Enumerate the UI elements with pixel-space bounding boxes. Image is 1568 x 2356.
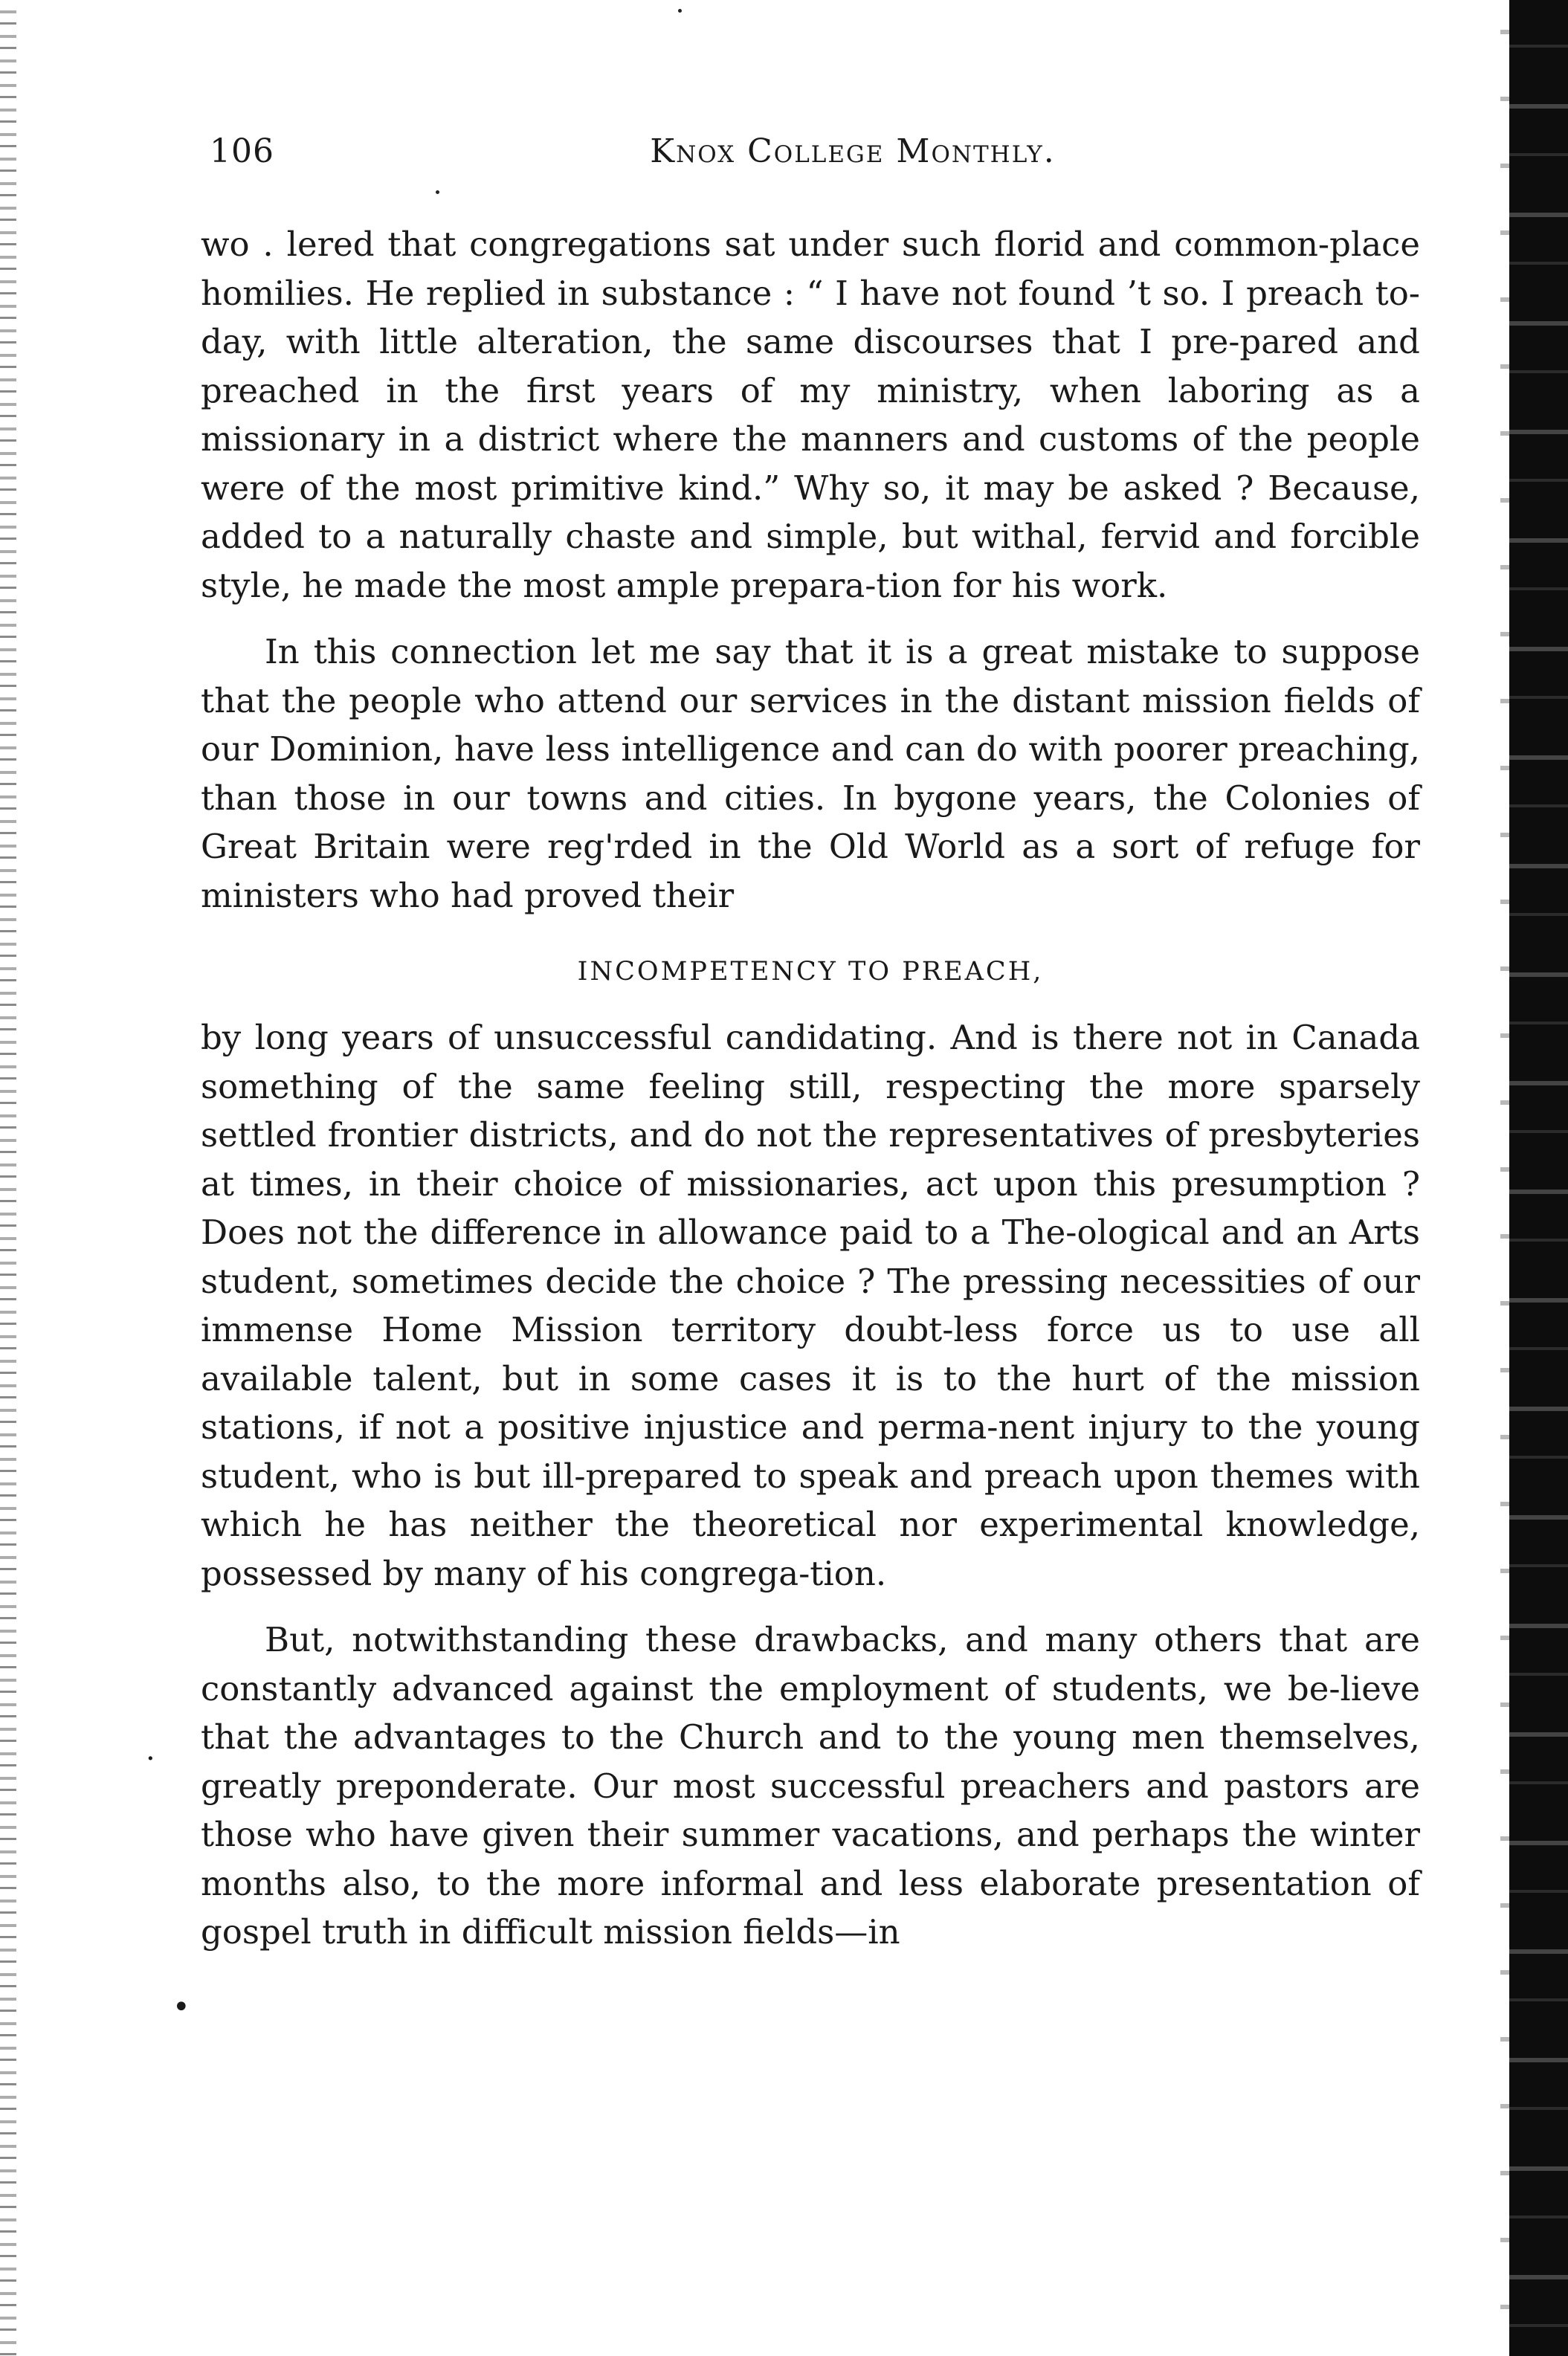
scan-speck xyxy=(678,9,682,13)
paragraph: wo . lered that congregations sat under such florid and common-place homilies. He replied in substance : “ I have not found ’t so. I preach to-day, with little alteration, the same discourses that I pre-pared and preached in the first years of my ministry, when laboring as a missionary in a district where the manners and customs of the people were of the most primitive kind.” Why so, it may be asked ? Because, added to a naturally chaste and simple, but withal, fervid and forcible style, he made the most ample prepara-tion for his work. xyxy=(201,225,1420,605)
section-subheading: INCOMPETENCY TO PREACH, xyxy=(577,957,1044,987)
scan-binding-edge xyxy=(0,0,16,2356)
paragraph: But, notwithstanding these drawbacks, and many others that are constantly advanced against the employment of students, we be-lieve that the advantages to the Church and to the young men themselves, greatly preponderate. Our most successful preachers and pastors are those who have given their summer vacations, and perhaps the winter months also, to the more informal and less elaborate presentation of gospel truth in difficult mission fields—in xyxy=(201,1620,1420,1952)
page-number: 106 xyxy=(210,132,274,170)
scan-right-border xyxy=(1509,0,1568,2356)
paragraph: by long years of unsuccessful candidating. And is there not in Canada something of the same feeling still, respecting the more sparsely settled frontier districts, and do not the representatives of presbyteries at times, in their choice of missionaries, act upon this presumption ? Does not the difference in allowance paid to a The-ological and an Arts student, sometimes decide the choice ? The pressing necessities of our immense Home Mission territory doubt-less force us to use all available talent, but in some cases it is to the hurt of the mission stations, if not a positive injustice and perma-nent injury to the young student, who is but ill-prepared to speak and preach upon themes with which he has neither the theoretical nor experimental knowledge, possessed by many of his congrega-tion. xyxy=(201,1018,1420,1593)
margin-dot: • xyxy=(172,1990,190,2024)
margin-dot: · xyxy=(146,1742,155,1776)
article-body xyxy=(201,220,1420,1957)
scan-speck xyxy=(436,190,439,194)
paragraph: In this connection let me say that it is a great mistake to suppose that the people who attend our services in the distant mission fields of our Dominion, have less intelligence and can do with poorer preaching, than those in our towns and cities. In bygone years, the Colonies of Great Britain were reg'rded in the Old World as a sort of refuge for ministers who had proved their xyxy=(201,632,1420,915)
page-header xyxy=(210,132,1414,184)
running-head: Knox College Monthly. xyxy=(650,132,1056,170)
